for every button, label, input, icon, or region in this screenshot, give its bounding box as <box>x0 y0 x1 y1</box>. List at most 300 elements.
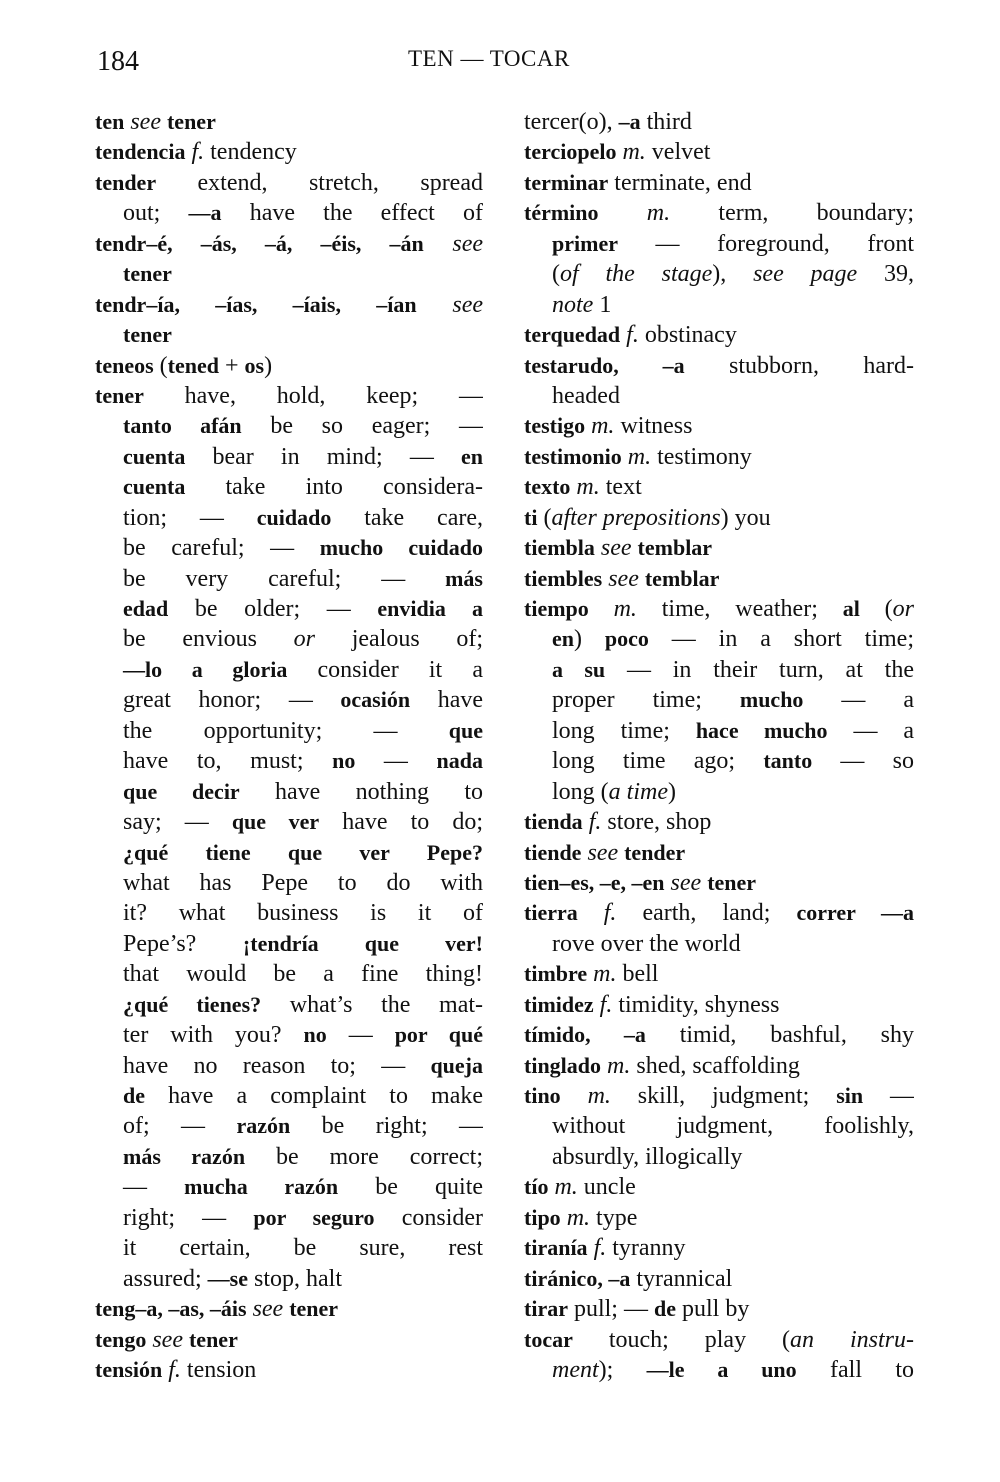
definition-text: tendency <box>204 139 297 166</box>
definition-text: take care, <box>331 504 483 531</box>
headword-text: término <box>524 200 599 226</box>
headword-text: temblar <box>644 565 720 591</box>
italic-text: ment <box>552 1356 599 1383</box>
definition-text: without judgment, foolishly, <box>552 1113 914 1140</box>
definition-text: timidity, shyness <box>612 991 780 1018</box>
definition-text: testimony <box>651 443 752 470</box>
entry-line <box>524 320 914 350</box>
definition-text: extend, stretch, spread <box>156 169 483 196</box>
entry-line <box>524 533 914 563</box>
italic-text: f. <box>185 139 205 166</box>
headword-text: terquedad <box>524 322 621 348</box>
definition-text: type <box>590 1204 638 1231</box>
definition-text: have to, must; <box>123 748 333 775</box>
italic-text: see <box>246 1296 290 1323</box>
definition-text: — in their turn, at the <box>605 656 914 683</box>
headword-text: tender <box>95 169 157 195</box>
entry-continuation-line <box>95 1020 483 1050</box>
entry-line <box>524 472 914 502</box>
entry-continuation-line <box>524 1111 914 1141</box>
headword-text: —a <box>188 200 222 226</box>
definition-text: great honor; — <box>123 687 341 714</box>
headword-text: teneos <box>95 352 154 378</box>
definition-text: tyrannical <box>630 1265 733 1292</box>
definition-text: have the effect of <box>221 200 483 227</box>
entry-line <box>524 838 914 868</box>
definition-text: — so <box>812 748 914 775</box>
definition-text: have nothing to <box>239 778 483 805</box>
entry-line <box>95 381 483 411</box>
definition-text: have a complaint to make <box>145 1083 483 1109</box>
italic-text: see <box>423 230 483 257</box>
headword-text: tiembles <box>524 565 603 591</box>
italic-text: see <box>146 1326 189 1353</box>
italic-text: m. <box>560 1083 611 1109</box>
headword-text: tened <box>167 352 219 378</box>
italic-text: see <box>602 565 645 592</box>
entry-continuation-line <box>95 685 483 715</box>
entry-line <box>524 198 914 228</box>
entry-continuation-line <box>95 959 483 989</box>
entry-continuation-line <box>524 716 914 746</box>
headword-text: cuenta <box>123 443 186 469</box>
entry-continuation-line <box>524 655 914 685</box>
entry-continuation-line <box>95 655 483 685</box>
definition-text: 1 <box>593 291 612 318</box>
definition-text: what has Pepe to do with <box>123 869 483 896</box>
entry-continuation-line <box>95 807 483 837</box>
entry-continuation-line <box>95 198 483 228</box>
entry-continuation-line <box>95 472 483 502</box>
entry-continuation-line <box>95 1172 483 1202</box>
definition-text: ); <box>598 1356 647 1383</box>
entry-continuation-line <box>95 716 483 746</box>
entry-continuation-line <box>524 685 914 715</box>
definition-text: it certain, be sure, rest <box>123 1235 483 1262</box>
headword-text: envidia a <box>377 596 483 621</box>
headword-text: tienda <box>524 809 583 835</box>
entry-line <box>95 1294 483 1324</box>
headword-text: ten <box>95 109 125 134</box>
entry-continuation-line <box>524 929 914 959</box>
definition-text: third <box>640 109 692 135</box>
italic-text: m. <box>616 139 646 166</box>
headword-text: tío <box>524 1174 549 1200</box>
entry-continuation-line <box>524 229 914 259</box>
definition-text: stubborn, hard- <box>684 352 914 379</box>
headword-text: de <box>653 1296 676 1322</box>
definition-text: time, weather; <box>636 596 843 622</box>
definition-text: ) <box>668 778 676 805</box>
italic-text: see <box>664 869 708 896</box>
italic-text: m. <box>587 961 617 988</box>
entry-continuation-line <box>95 838 483 868</box>
definition-text: jealous of; <box>315 626 483 653</box>
definition-text: assured; <box>123 1265 208 1292</box>
headword-text: ¿qué tienes? <box>123 991 262 1017</box>
headword-text: tender <box>624 839 686 865</box>
headword-text: tensión <box>95 1356 163 1382</box>
headword-text: tien–es, –e, –en <box>524 869 665 895</box>
headword-text: tirar <box>524 1296 568 1322</box>
entry-continuation-line <box>95 1111 483 1141</box>
entry-continuation-line <box>95 1051 483 1081</box>
headword-text: a su <box>552 656 606 682</box>
headword-text: mucho cuidado <box>319 535 483 561</box>
headword-text: timidez <box>524 991 594 1017</box>
headword-text: más razón <box>123 1143 246 1169</box>
entry-line <box>524 1264 914 1294</box>
entry-line <box>524 107 914 137</box>
entry-line <box>524 898 914 928</box>
headword-text: primer <box>552 230 618 256</box>
entry-line <box>524 594 914 624</box>
entry-line <box>95 168 483 198</box>
definition-text: that would be a fine thing! <box>123 961 483 988</box>
entry-line <box>524 868 914 898</box>
definition-text: touch; play ( <box>572 1326 791 1353</box>
headword-text: no <box>332 748 356 774</box>
definition-text: long ( <box>552 778 609 805</box>
headword-text: razón <box>236 1113 291 1139</box>
italic-text: see <box>124 109 167 135</box>
headword-text: tendr–é, –ás, –á, –éis, –án <box>95 230 424 256</box>
definition-text: stop, halt <box>247 1265 342 1292</box>
entry-continuation-line <box>95 990 483 1020</box>
headword-text: tener <box>123 261 172 287</box>
headword-text: que ver <box>231 809 320 835</box>
headword-text: tímido, –a <box>524 1022 646 1048</box>
entry-line <box>524 1233 914 1263</box>
headword-text: edad <box>123 596 169 621</box>
definition-text: — <box>863 1083 914 1109</box>
italic-text: f. <box>587 1235 607 1262</box>
entry-line <box>524 442 914 472</box>
entry-line <box>524 351 914 381</box>
headword-text: que <box>448 717 483 743</box>
entry-line <box>95 229 483 259</box>
definition-text: terminate, end <box>608 169 752 196</box>
headword-text: tener <box>188 1326 238 1352</box>
headword-text: os <box>244 352 265 378</box>
italic-text: a time <box>608 778 668 805</box>
definition-text: be so eager; — <box>241 413 483 440</box>
entry-continuation-line <box>95 1233 483 1263</box>
definition-text: ( <box>552 261 560 288</box>
italic-text: f. <box>582 809 602 836</box>
definition-text: — in a short time; <box>648 626 914 653</box>
headword-text: que decir <box>123 778 240 804</box>
definition-text: be very careful; — <box>123 565 446 592</box>
definition-text: absurdly, illogically <box>552 1143 743 1170</box>
definition-text: ) <box>264 352 273 379</box>
definition-text: — a <box>827 717 914 744</box>
definition-text: term, boundary; <box>670 200 914 227</box>
headword-text: testigo <box>524 413 586 439</box>
definition-text: be right; — <box>290 1113 483 1140</box>
headword-text: nada <box>436 748 483 774</box>
definition-text: — <box>355 748 437 775</box>
headword-text: tiembla <box>524 535 595 561</box>
definition-text: Pepe’s? <box>123 930 243 957</box>
italic-text: an instru- <box>790 1326 914 1353</box>
definition-text: of; — <box>123 1113 237 1140</box>
headword-text: tengo <box>95 1326 147 1352</box>
italic-text: m. <box>598 200 671 227</box>
entry-continuation-line <box>95 411 483 441</box>
definition-text: the opportunity; — <box>123 717 449 744</box>
entry-line <box>524 1051 914 1081</box>
italic-text: after prepositions <box>551 504 721 531</box>
italic-text: see <box>594 535 638 562</box>
entry-continuation-line <box>524 746 914 776</box>
entry-line <box>524 1172 914 1202</box>
running-head: TEN — TOCAR <box>408 46 570 71</box>
headword-text: tipo <box>524 1204 561 1230</box>
definition-text: consider it a <box>287 656 483 683</box>
headword-text: tanto <box>763 748 813 774</box>
entry-line <box>524 1325 914 1355</box>
italic-text: see <box>416 291 483 318</box>
entry-continuation-line <box>95 898 483 928</box>
italic-text: see page <box>753 261 858 288</box>
definition-text: pull; — <box>567 1296 654 1323</box>
entry-continuation-line <box>95 746 483 776</box>
italic-text: f. <box>593 991 613 1018</box>
entry-line <box>524 807 914 837</box>
headword-text: ¡tendría que ver! <box>242 930 483 956</box>
headword-text: temblar <box>637 535 713 561</box>
headword-text: tocar <box>524 1326 573 1352</box>
entry-continuation-line <box>95 594 483 624</box>
definition-text: — <box>123 1174 185 1201</box>
italic-text: see <box>581 839 625 866</box>
entry-line <box>524 503 914 533</box>
definition-text: bell <box>616 961 659 988</box>
entry-line <box>524 1081 914 1111</box>
italic-text: m. <box>585 413 615 440</box>
italic-text: or <box>892 596 914 622</box>
definition-text: ) <box>574 626 605 653</box>
headword-text: tino <box>524 1083 561 1108</box>
definition-text: shed, scaffolding <box>630 1052 800 1079</box>
entry-line <box>524 411 914 441</box>
definition-text: out; <box>123 200 189 227</box>
definition-text: pull by <box>675 1296 750 1323</box>
definition-text: proper time; <box>552 687 740 714</box>
definition-text: have, hold, keep; — <box>143 382 483 409</box>
definition-text: ) you <box>720 504 771 531</box>
entry-line <box>95 1325 483 1355</box>
headword-text: teng–a, –as, –áis <box>95 1296 247 1322</box>
headword-text: tener <box>707 869 757 895</box>
definition-text: fall to <box>796 1356 914 1383</box>
entry-continuation-line <box>95 442 483 472</box>
definition-text: long time; <box>552 717 696 744</box>
headword-text: tendr–ía, –ías, –íais, –ían <box>95 291 417 317</box>
entry-line <box>524 1294 914 1324</box>
entry-continuation-line <box>524 290 914 320</box>
italic-text: of the stage <box>560 261 713 288</box>
definition-text: uncle <box>577 1174 636 1201</box>
entry-continuation-line <box>95 929 483 959</box>
definition-text: long time ago; <box>552 748 764 775</box>
entry-line <box>524 990 914 1020</box>
entry-continuation-line <box>95 777 483 807</box>
entry-continuation-line <box>95 1142 483 1172</box>
headword-text: por seguro <box>253 1204 375 1230</box>
headword-text: ¿qué tiene que ver Pepe? <box>123 839 483 865</box>
definition-text: — a <box>803 687 914 714</box>
definition-text: be older; — <box>168 596 378 622</box>
headword-text: mucha razón <box>184 1174 339 1200</box>
entry-continuation-line <box>524 1142 914 1172</box>
definition-text: obstinacy <box>638 322 737 349</box>
entry-continuation-line <box>95 1203 483 1233</box>
headword-text: testarudo, –a <box>524 352 685 378</box>
definition-text: ), <box>712 261 754 288</box>
definition-text: rove over the world <box>552 930 741 957</box>
definition-text: ( <box>153 352 168 379</box>
headword-text: por qué <box>394 1022 483 1048</box>
definition-text: ( <box>859 596 893 622</box>
entry-continuation-line <box>95 503 483 533</box>
headword-text: de <box>123 1083 145 1108</box>
headword-text: ocasión <box>340 687 411 713</box>
italic-text: f. <box>620 322 639 349</box>
headword-text: timbre <box>524 961 588 987</box>
headword-text: —lo a gloria <box>123 656 288 682</box>
entry-continuation-line <box>524 381 914 411</box>
headword-text: tener <box>95 382 144 408</box>
entry-continuation-line <box>524 624 914 654</box>
definition-text: tion; — <box>123 504 257 531</box>
headword-text: ti <box>524 504 538 530</box>
headword-text: tiránico, –a <box>524 1265 631 1291</box>
entry-line <box>524 137 914 167</box>
definition-text: — foreground, front <box>617 230 914 257</box>
headword-text: más <box>445 565 483 591</box>
entry-line <box>95 107 483 137</box>
left-column <box>95 107 483 1385</box>
italic-text: f. <box>577 900 617 927</box>
italic-text: m. <box>570 474 600 501</box>
definition-text: take into considera- <box>185 474 483 501</box>
headword-text: en <box>552 626 574 652</box>
headword-text: tiende <box>524 839 582 865</box>
entry-continuation-line <box>95 533 483 563</box>
definition-text: be more correct; <box>245 1143 483 1170</box>
entry-continuation-line <box>95 320 483 350</box>
definition-text: say; — <box>123 809 232 836</box>
italic-text: or <box>293 626 316 653</box>
headword-text: tener <box>166 109 216 134</box>
definition-text: + <box>218 352 245 379</box>
definition-text: — <box>326 1022 395 1049</box>
headword-text: terminar <box>524 169 609 195</box>
headword-text: –a <box>618 109 641 134</box>
entry-continuation-line <box>524 777 914 807</box>
entry-continuation-line <box>95 1264 483 1294</box>
headword-text: queja <box>430 1052 483 1078</box>
entry-line <box>524 1020 914 1050</box>
entry-line <box>524 564 914 594</box>
entry-line <box>95 290 483 320</box>
headword-text: en <box>461 443 483 469</box>
entry-line <box>95 137 483 167</box>
definition-text: consider <box>374 1204 483 1231</box>
definition-text: witness <box>614 413 693 440</box>
entry-continuation-line <box>95 1081 483 1111</box>
entry-line <box>95 1355 483 1385</box>
definition-text: ter with you? <box>123 1022 304 1049</box>
headword-text: tanto afán <box>123 413 242 439</box>
headword-text: tiranía <box>524 1235 588 1261</box>
definition-text: tercer(o), <box>524 109 619 135</box>
italic-text: m. <box>621 443 652 470</box>
entry-line <box>95 351 483 381</box>
entry-continuation-line <box>95 564 483 594</box>
entry-line <box>524 1203 914 1233</box>
definition-text: ( <box>537 504 552 531</box>
italic-text: m. <box>560 1204 591 1231</box>
definition-text: headed <box>552 382 620 409</box>
headword-text: —se <box>207 1265 248 1291</box>
headword-text: texto <box>524 474 571 500</box>
definition-text: tyranny <box>606 1235 686 1262</box>
definition-text: tension <box>180 1356 257 1383</box>
definition-text: be quite <box>338 1174 483 1201</box>
definition-text: be envious <box>123 626 294 653</box>
definition-text: it? what business is it of <box>123 900 483 927</box>
italic-text: f. <box>162 1356 181 1383</box>
headword-text: poco <box>604 626 649 652</box>
headword-text: sin <box>836 1083 864 1108</box>
headword-text: tiempo <box>524 596 589 621</box>
definition-text: what’s the mat- <box>261 991 483 1018</box>
entry-continuation-line <box>95 624 483 654</box>
entry-continuation-line <box>524 1355 914 1385</box>
italic-text: m. <box>588 596 637 622</box>
definition-text: have <box>410 687 483 714</box>
headword-text: testimonio <box>524 443 622 469</box>
definition-text: right; — <box>123 1204 254 1231</box>
definition-text: have to do; <box>319 809 483 836</box>
italic-text: m. <box>601 1052 631 1079</box>
entry-line <box>524 168 914 198</box>
headword-text: al <box>842 596 860 621</box>
definition-text: 39, <box>857 261 914 288</box>
headword-text: correr —a <box>796 900 914 926</box>
definition-text: earth, land; <box>616 900 797 927</box>
definition-text: have no reason to; — <box>123 1052 431 1079</box>
entry-continuation-line <box>524 259 914 289</box>
page-number: 184 <box>97 46 139 77</box>
headword-text: hace mucho <box>695 717 828 743</box>
headword-text: no <box>303 1022 327 1048</box>
entry-line <box>524 959 914 989</box>
headword-text: tierra <box>524 900 578 926</box>
definition-text: skill, judgment; <box>610 1083 837 1109</box>
definition-text: timid, bashful, shy <box>645 1022 914 1049</box>
definition-text: velvet <box>645 139 711 166</box>
italic-text: note <box>552 291 594 318</box>
definition-text: store, shop <box>601 809 712 836</box>
definition-text: text <box>599 474 642 501</box>
headword-text: tinglado <box>524 1052 602 1078</box>
headword-text: mucho <box>739 687 804 713</box>
headword-text: tener <box>123 322 172 348</box>
